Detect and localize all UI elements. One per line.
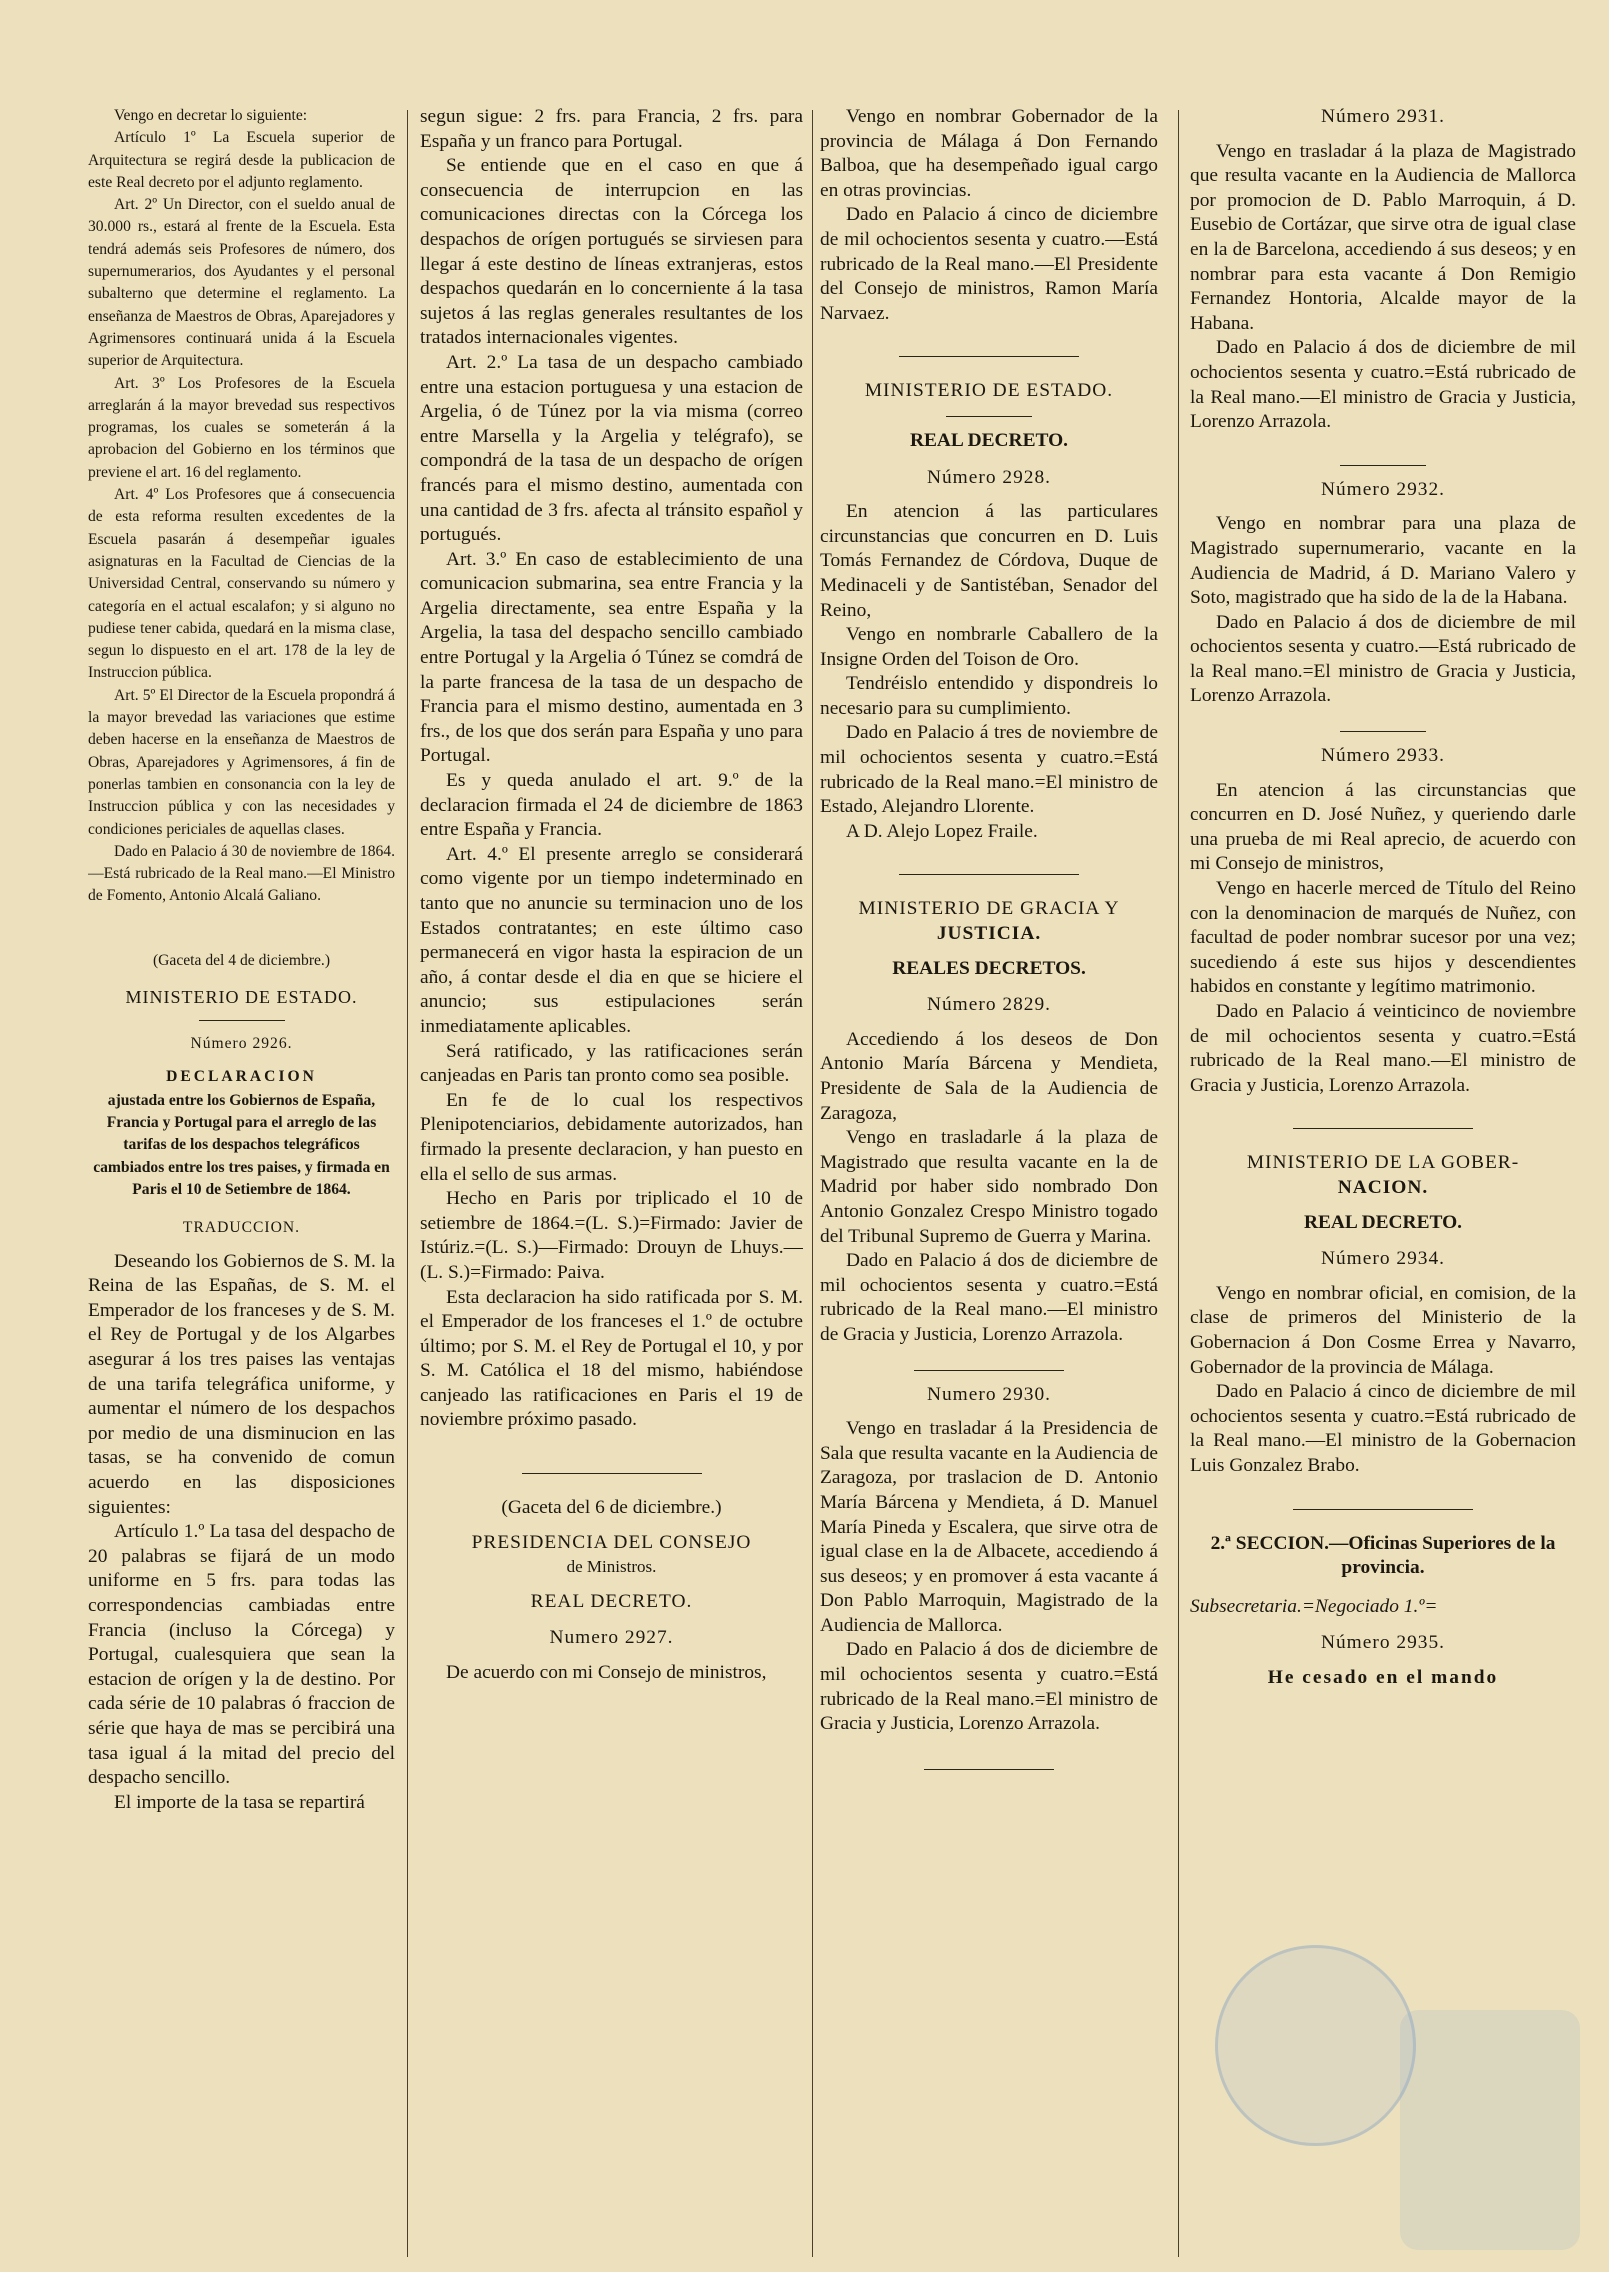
- column-divider: [407, 110, 408, 2257]
- paragraph: segun sigue: 2 frs. para Francia, 2 frs. para España y un franco para Portugal.: [420, 106, 803, 152]
- decree-heading: REAL DECRETO.: [1303, 1211, 1463, 1233]
- paragraph: Vengo en trasladar á la plaza de Magistrado que resulta vacante en la Audiencia de Mallorca por promocion de D. Pablo Marroquin, á D. Eusebio de Cortázar, que sirve otra de igual clase en la de Barcelona, accediendo á sus deseos; y en nombrar para esta vacante á Don Remigio Fernandez Hontoria, Alcalde mayor de la Habana.: [1190, 140, 1576, 334]
- divider: [522, 1473, 702, 1474]
- ministry-subheading: NACION.: [1337, 1176, 1429, 1198]
- paragraph: Vengo en nombrarle Caballero de la Insigne Orden del Toison de Oro.: [820, 624, 1158, 670]
- paragraph: Art. 2º Un Director, con el sueldo anual de 30.000 rs., estará al frente de la Escuela. Esta tendrá además seis Profesores de número, dos supernumerarios, dos Ayudantes y el personal subalterno que determine el reglamento. La enseñanza de Maestros de Obras, Aparejadores y Agrimensores continuará unida á la Escuela superior de Arquitectura.: [88, 196, 395, 370]
- decree-number: Numero 2930.: [926, 1383, 1052, 1405]
- paragraph: Art. 3º Los Profesores de la Escuela arreglarán á la mayor brevedad sus respectivos programas, los cuales se someterán á la aprobacion del Gobierno en los términos que previene el art. 16 del reglamento.: [88, 374, 395, 481]
- divider: [899, 356, 1079, 357]
- gaceta-date: (Gaceta del 4 de diciembre.): [152, 951, 331, 969]
- paragraph: En atencion á las circunstancias que concurren en D. José Nuñez, y queriendo darle una prueba de mi Real aprecio, de acuerdo con mi Consejo de ministros,: [1190, 779, 1576, 875]
- column-2: [420, 105, 803, 2255]
- section-lead: He cesado en el mando: [1267, 1666, 1499, 1688]
- divider: [914, 1370, 1064, 1371]
- column-3: [820, 105, 1158, 2255]
- divider: [1340, 465, 1426, 466]
- paragraph: Se entiende que en el caso en que á consecuencia de interrupcion en las comunicaciones directas con la Córcega los despachos de orígen portugués se sirviesen para llegar á este destino de líneas extranjeras, estos despachos quedarán en lo concerniente á la tasa sujetos á las reglas generales resultantes de los tratados internacionales vigentes.: [420, 155, 803, 349]
- divider: [1340, 731, 1426, 732]
- paragraph: Deseando los Gobiernos de S. M. la Reina de las Españas, de S. M. el Emperador de los franceses y de S. M. el Rey de Portugal y de los Algarbes asegurar á los tres paises las ventajas de una tarifa telegráfica uniforme, y aumentar el número de los despachos por medio de una disminucion en las tasas, se ha convenido de comun acuerdo en las disposiciones siguientes:: [88, 1250, 395, 1518]
- decree-heading: REAL DECRETO.: [909, 429, 1069, 451]
- paragraph: Art. 4º Los Profesores que á consecuencia de esta reforma resulten excedentes de la Escuela pasarán á desempeñar iguales asignaturas en la Facultad de Ciencias de la Universidad Central, conservando su número y categoría en el actual escalafon; y si alguno no pudiese tener cabida, quedará en la misma clase, segun lo dispuesto en el art. 178 de la ley de Instruccion pública.: [88, 486, 395, 682]
- gaceta-date: (Gaceta del 6 de diciembre.): [501, 1497, 722, 1519]
- paragraph: Dado en Palacio á dos de diciembre de mil ochocientos sesenta y cuatro.=Está rubricado de la Real mano.—El ministro de Gracia y Justicia, Lorenzo Arrazola.: [1190, 337, 1576, 433]
- paragraph: Art. 4.º El presente arreglo se considerará como vigente por un tiempo indeterminado en tanto que no anuncie su terminacion uno de los Estados contratantes; en este último caso permanecerá en vigor hasta la espiracion de un año, á contar desde el dia en que se hiciere el anuncio; sus estipulaciones serán inmediatamente aplicables.: [420, 843, 803, 1037]
- divider: [1293, 1128, 1473, 1129]
- decree-number: Número 2932.: [1320, 478, 1446, 500]
- paragraph: Vengo en trasladar á la Presidencia de Sala que resulta vacante en la Audiencia de Zaragoza, por traslacion de D. Antonio María Bárcena y Mendieta, á D. Manuel María Pineda y Escalera, que sirve otra de igual clase en la de Albacete, accediendo á sus deseos; y en promover á esta vacante á Don Pablo Marroquin, Magistrado de la Audiencia de Mallorca.: [820, 1418, 1158, 1636]
- decree-number: Número 2829.: [926, 994, 1052, 1016]
- library-stamp: [1215, 1945, 1416, 2146]
- ministry-subheading: JUSTICIA.: [936, 923, 1042, 945]
- divider: [1293, 1509, 1473, 1510]
- declaration-subtitle: ajustada entre los Gobiernos de España, Francia y Portugal para el arreglo de las tarifas de los despachos telegráficos cambiados entre los tres paises, y firmada en Paris el 10 de Setiembre de 1864.: [93, 1091, 390, 1199]
- ministry-heading: MINISTERIO DE ESTADO.: [864, 380, 1114, 402]
- paragraph: Dado en Palacio á dos de diciembre de mil ochocientos sesenta y cuatro.=Está rubricado de la Real mano.=El ministro de Gracia y Justicia, Lorenzo Arrazola.: [820, 1639, 1158, 1735]
- decree-number: Número 2928.: [926, 466, 1052, 488]
- column-divider: [812, 110, 813, 2257]
- subsection-label: Subsecretaria.=Negociado 1.º=: [1190, 1595, 1438, 1617]
- ministry-heading: MINISTERIO DE ESTADO.: [125, 986, 358, 1007]
- paragraph: En atencion á las particulares circunstancias que concurren en D. Luis Tomás Fernandez de Córdova, Duque de Medinaceli y de Santistéban, Senador del Reino,: [820, 501, 1158, 621]
- paragraph: Dado en Palacio á dos de diciembre de mil ochocientos sesenta y cuatro.—Está rubricado de la Real mano.=El ministro de Gracia y Justicia, Lorenzo Arrazola.: [1190, 611, 1576, 707]
- section-heading: 2.ª SECCION.—Oficinas Superiores de la provincia.: [1210, 1532, 1556, 1579]
- paragraph: Vengo en nombrar Gobernador de la provincia de Málaga á Don Fernando Balboa, que ha desempeñado igual cargo en otras provincias.: [820, 106, 1158, 201]
- ministry-heading: MINISTERIO DE GRACIA Y: [858, 898, 1120, 920]
- decree-number: Número 2933.: [1320, 745, 1446, 767]
- paragraph: Vengo en nombrar para una plaza de Magistrado supernumerario, vacante en la Audiencia de Madrid, á D. Mariano Valero y Soto, magistrado que ha sido de la de la Habana.: [1190, 513, 1576, 609]
- decree-heading: REALES DECRETOS.: [892, 957, 1086, 979]
- ministry-heading: PRESIDENCIA DEL CONSEJO: [471, 1531, 752, 1553]
- paragraph: Dado en Palacio á dos de diciembre de mil ochocientos sesenta y cuatro.=Está rubricado de la Real mano.—El ministro de Gracia y Justicia, Lorenzo Arrazola.: [820, 1250, 1158, 1345]
- paragraph: Dado en Palacio á cinco de diciembre de mil ochocientos sesenta y cuatro.—Está rubricado de la Real mano.—El Presidente del Consejo de ministros, Ramon María Narvaez.: [820, 204, 1158, 324]
- paragraph: Art. 2.º La tasa de un despacho cambiado entre una estacion portuguesa y una estacion de Argelia, ó de Túnez por la via misma (correo entre Marsella y la Argelia y telégrafo), se compondrá de la tasa de un despacho de orígen francés para el mismo destino, aumentada con una cantidad de 3 frs. afecta al tránsito español y portugués.: [420, 351, 803, 546]
- divider: [924, 1769, 1054, 1770]
- paragraph: El importe de la tasa se repartirá: [114, 1791, 365, 1813]
- decree-number: Número 2934.: [1320, 1248, 1446, 1270]
- decree-number: Número 2926.: [190, 1035, 293, 1053]
- paragraph: Será ratificado, y las ratificaciones serán canjeadas en Paris tan pronto como sea posible.: [420, 1040, 803, 1087]
- paragraph: Esta declaracion ha sido ratificada por S. M. el Emperador de los franceses el 1.º de octubre último; por S. M. el Rey de Portugal el 10, y por S. M. Católica el 18 del mismo, habiéndose canjeado las ratificaciones en Paris el 19 de noviembre próximo pasado.: [420, 1286, 803, 1431]
- paragraph: Artículo 1º La Escuela superior de Arquitectura se regirá desde la publicacion de este Real decreto por el adjunto reglamento.: [88, 129, 395, 191]
- paragraph: Hecho en Paris por triplicado el 10 de setiembre de 1864.=(L. S.)=Firmado: Javier de Istúriz.=(L. S.)—Firmado: Drouyn de Lhuys.—(L. S.)=Firmado: Paiva.: [420, 1188, 803, 1283]
- divider: [199, 1020, 285, 1021]
- column-4: [1190, 105, 1576, 2255]
- paragraph: Artículo 1.º La tasa del despacho de 20 palabras se fijará de un modo uniforme en 5 frs. para todas las correspondencias cambiadas entre Francia (incluso la Córcega) y Portugal, cualesquiera que sean la estacion de orígen y la de destino. Por cada série de 10 palabras ó fraccion de série que haya de mas se percibirá una tasa igual á la mitad del precio del despacho sencillo.: [88, 1521, 395, 1789]
- paragraph: De acuerdo con mi Consejo de ministros,: [446, 1662, 767, 1684]
- divider: [899, 874, 1079, 875]
- paragraph: Dado en Palacio á 30 de noviembre de 1864.—Está rubricado de la Real mano.—El Ministro de Fomento, Antonio Alcalá Galiano.: [88, 842, 395, 905]
- paragraph: Art. 3.º En caso de establecimiento de una comunicacion submarina, sea entre Francia y la Argelia directamente, sea entre España y la Argelia, la tasa del despacho sencillo cambiado entre Portugal y la Argelia ó Túnez se comdrá de la parte francesa de la tasa de un despacho de Francia para el mismo destino, aumentada en 3 frs., de los que dos serán para España y uno para Portugal.: [420, 548, 803, 767]
- decree-number: Número 2935.: [1320, 1632, 1446, 1654]
- paragraph: Vengo en nombrar oficial, en comision, de la clase de primeros del Ministerio de la Gobernacion á Don Cosme Errea y Navarro, Gobernador de la provincia de Málaga.: [1190, 1282, 1576, 1378]
- paragraph: Vengo en hacerle merced de Título del Reino con la denominacion de marqués de Nuñez, con facultad de poder nombrar sucesor por una vez; sucediendo á este sus hijos y descendientes habidos en constante y legítimo matrimonio.: [1190, 878, 1576, 998]
- column-1: [88, 105, 395, 2255]
- column-divider: [1178, 110, 1179, 2257]
- ministry-heading: MINISTERIO DE LA GOBER-: [1246, 1152, 1520, 1174]
- paragraph: Vengo en decretar lo siguiente:: [114, 107, 308, 124]
- decree-number: Numero 2927.: [549, 1627, 674, 1649]
- paragraph: Accediendo á los deseos de Don Antonio María Bárcena y Mendieta, Presidente de Sala de la Audiencia de Zaragoza,: [820, 1028, 1158, 1124]
- paragraph: Art. 5º El Director de la Escuela propondrá á la mayor brevedad las variaciones que estime deben hacerse en la enseñanza de Maestros de Obras, Aparejadores y Agrimensores, á fin de ponerlas tambien en consonancia con la ley de Instruccion pública y con las necesidades y condiciones periciales de aquellas clases.: [88, 686, 395, 838]
- paragraph: Dado en Palacio á cinco de diciembre de mil ochocientos sesenta y cuatro.=Está rubricado de la Real mano.—El ministro de la Gobernacion Luis Gonzalez Brabo.: [1190, 1381, 1576, 1476]
- library-stamp-shape: [1400, 2010, 1580, 2250]
- divider: [946, 416, 1032, 417]
- paragraph: En fe de lo cual los respectivos Plenipotenciarios, debidamente autorizados, han firmado la presente declaracion, y han puesto en ella el sello de sus armas.: [420, 1089, 803, 1185]
- paragraph: Es y queda anulado el art. 9.º de la declaracion firmada el 24 de diciembre de 1863 entre España y Francia.: [420, 770, 803, 841]
- paragraph: Vengo en trasladarle á la plaza de Magistrado que resulta vacante en la de Madrid por haber sido nombrado Don Antonio Gonzalez Crespo Ministro togado del Tribunal Supremo de Guerra y Marina.: [820, 1127, 1158, 1247]
- paragraph: Dado en Palacio á tres de noviembre de mil ochocientos sesenta y cuatro.=Está rubricado de la Real mano.=El ministro de Estado, Alejandro Llorente.: [820, 722, 1158, 818]
- decree-number: Número 2931.: [1320, 106, 1446, 127]
- translation-heading: TRADUCCION.: [182, 1219, 301, 1237]
- paragraph: Dado en Palacio á veinticinco de noviembre de mil ochocientos sesenta y cuatro.=Está rubricado de la Real mano.—El ministro de Gracia y Justicia, Lorenzo Arrazola.: [1190, 1001, 1576, 1096]
- paragraph: A D. Alejo Lopez Fraile.: [846, 820, 1038, 842]
- paragraph: Tendréislo entendido y dispondreis lo necesario para su cumplimiento.: [820, 673, 1158, 719]
- decree-heading: REAL DECRETO.: [530, 1590, 693, 1612]
- ministry-subheading: de Ministros.: [566, 1557, 657, 1577]
- declaration-title: DECLARACION: [166, 1067, 317, 1085]
